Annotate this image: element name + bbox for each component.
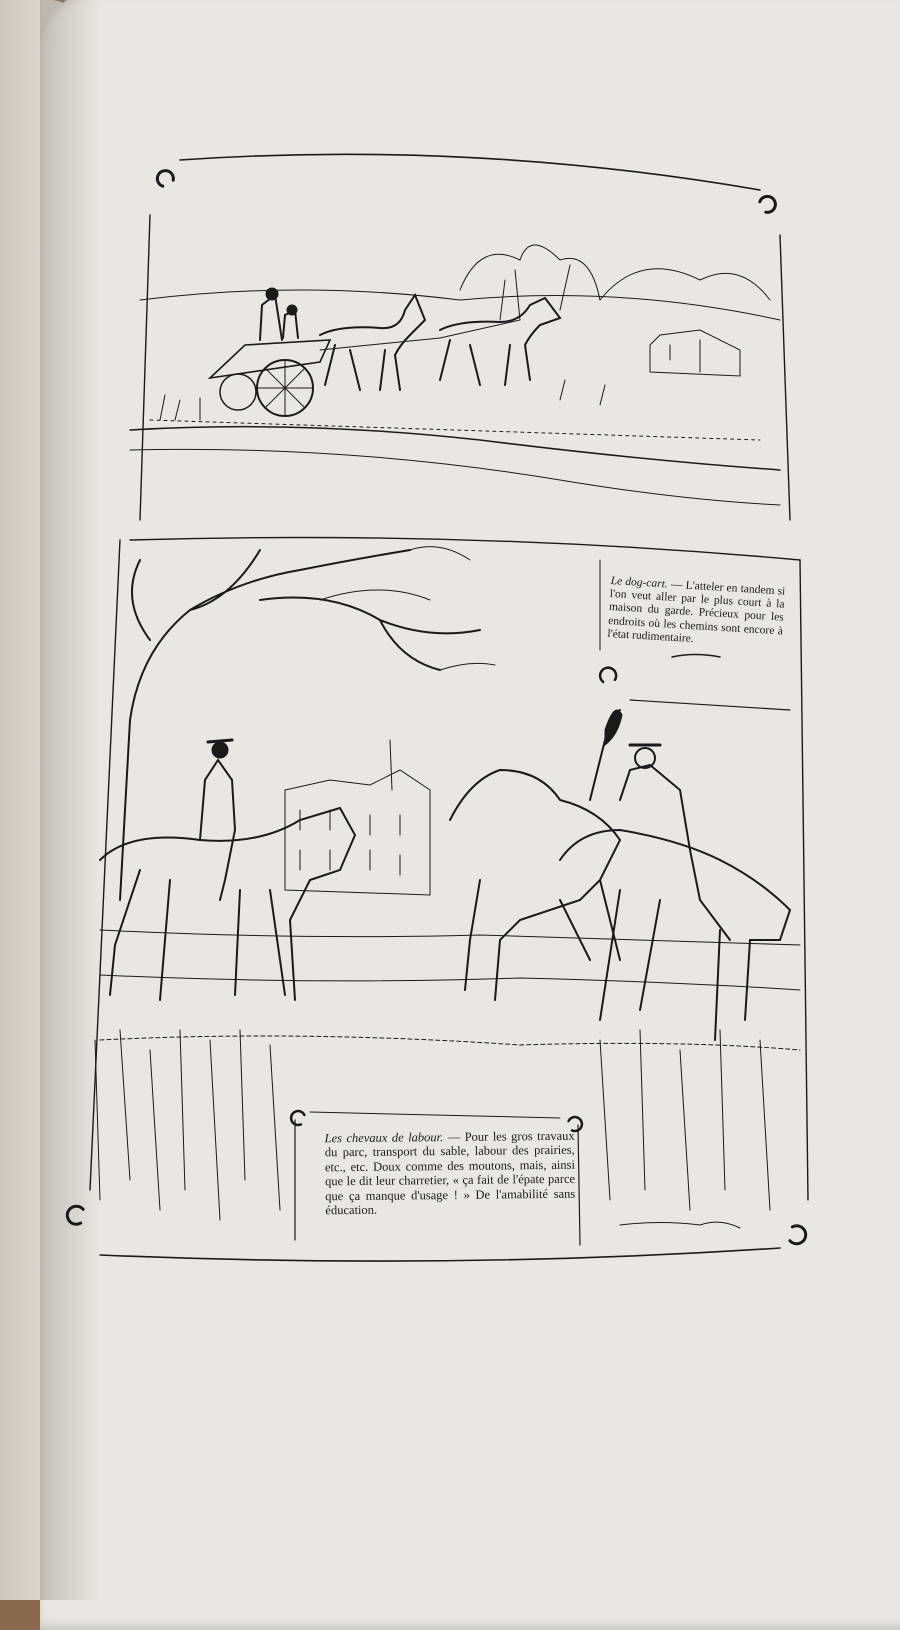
horseshoe-icon (154, 168, 175, 188)
flourish-icon (672, 655, 720, 658)
caption-box-bottom (630, 700, 790, 710)
horseshoe-icon (599, 666, 617, 682)
horseshoe-icon (790, 1225, 808, 1245)
chevaux-caption-title: Les chevaux de labour. (324, 1130, 444, 1146)
caption-box2-right (578, 1125, 580, 1245)
frame-right-lower (800, 560, 808, 1200)
farm-horses-illustration (95, 547, 800, 1228)
dog-cart-caption-title: Le dog-cart. (610, 575, 669, 591)
dog-cart-caption-text: — L'atteler en tandem si l'on veut aller par le plus court à la maison du garde. Précieux pour les endroits où les chemins sont encore à l'état rudimentaire. (607, 578, 786, 646)
caption-box2-top (310, 1112, 560, 1118)
artist-signature (620, 1222, 740, 1228)
chevaux-caption-text: — Pour les gros travaux du parc, transport du sable, labour des prairies, etc., etc. Doux comme des moutons, mais, ainsi que le dit leur charretier, « ça fait de l'épate parce que ça manque d'usage ! » De l'amabilité sans éducation. (324, 1128, 576, 1218)
chevaux-caption (325, 1129, 576, 1218)
dog-cart-caption (607, 575, 786, 652)
frame-right-upper (780, 235, 790, 520)
horseshoe-icon (759, 193, 779, 214)
dog-cart-illustration (130, 245, 780, 505)
frame-bottom-line (100, 1248, 780, 1261)
frame-left-upper (140, 215, 150, 520)
frame-top-line (180, 154, 760, 190)
horseshoe-icon (66, 1205, 84, 1225)
horseshoe-icon (289, 1109, 305, 1126)
frame-left-lower (90, 540, 120, 1190)
